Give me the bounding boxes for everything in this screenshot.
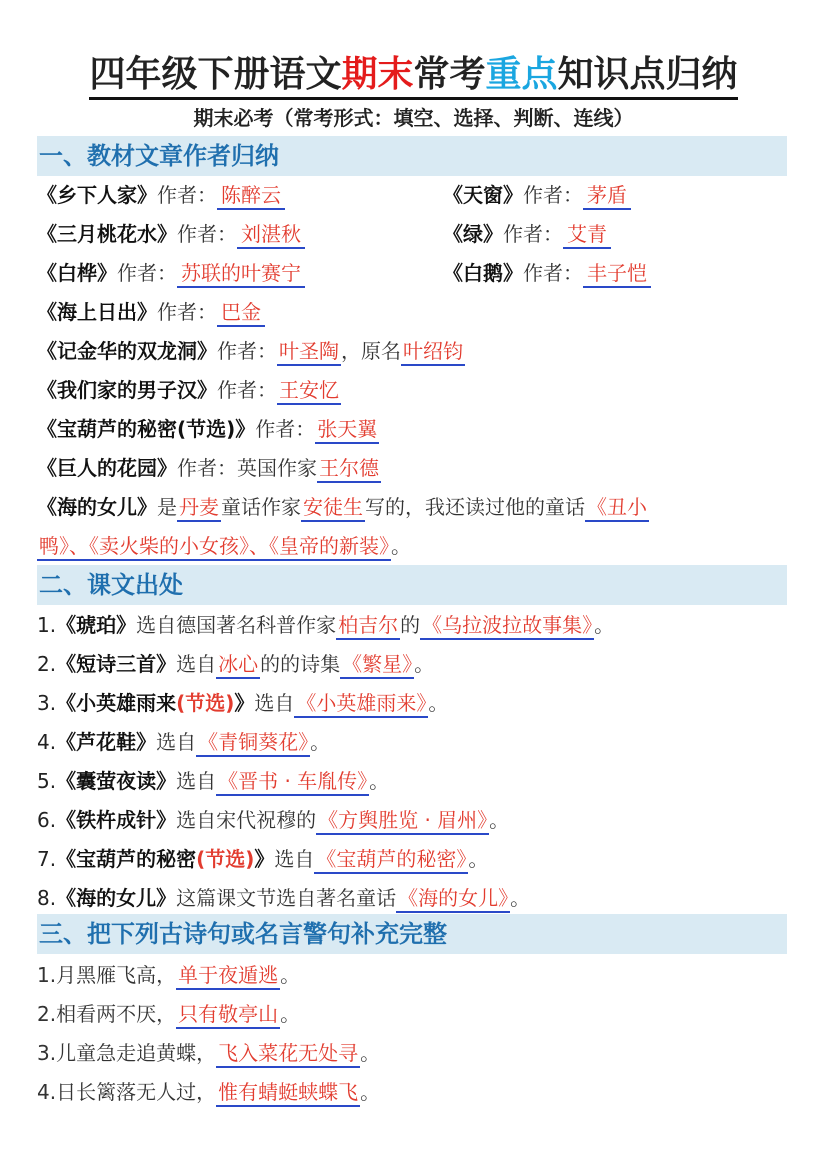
section-header-sources: 二、课文出处 bbox=[37, 565, 787, 605]
answer-blank: 叶绍钧 bbox=[401, 339, 465, 366]
author-row bbox=[443, 217, 611, 251]
answer-blank: 艾青 bbox=[563, 222, 611, 249]
author-label: 作者： bbox=[177, 456, 237, 480]
poem-item bbox=[37, 1075, 380, 1109]
book-title: 《芦花鞋》 bbox=[56, 730, 157, 754]
poem-prompt: 4.日长篱落无人过， bbox=[37, 1080, 217, 1104]
book-title: 《宝葫芦的秘密 bbox=[56, 847, 197, 871]
text: ，原名 bbox=[341, 339, 401, 363]
author-row bbox=[37, 256, 305, 290]
answer-blank: 只有敬亭山 bbox=[176, 1002, 280, 1029]
text: 选自宋代祝穆的 bbox=[176, 808, 317, 832]
book-title: 《铁杵成针》 bbox=[56, 808, 177, 832]
book-title: 《小英雄雨来 bbox=[56, 691, 177, 715]
book-title: 《海的女儿》 bbox=[37, 495, 157, 519]
book-title: 《绿》 bbox=[443, 222, 503, 246]
text: 选自 bbox=[274, 847, 315, 871]
excerpt-tag: (节选) bbox=[196, 847, 255, 871]
text: 。 bbox=[391, 534, 411, 558]
book-title: 《海的女儿》 bbox=[56, 886, 177, 910]
author-label: 作者： bbox=[157, 183, 217, 207]
poem-item bbox=[37, 997, 300, 1031]
author-row bbox=[37, 490, 649, 524]
book-title: 《天窗》 bbox=[443, 183, 523, 207]
item-number: 7. bbox=[37, 847, 57, 871]
source-item bbox=[37, 881, 530, 915]
author-label: 作者： bbox=[523, 261, 583, 285]
poem-item bbox=[37, 958, 300, 992]
text: 。 bbox=[594, 613, 615, 637]
book-title: 《白桦》 bbox=[37, 261, 117, 285]
source-item bbox=[37, 725, 330, 759]
book-title: 《宝葫芦的秘密(节选)》 bbox=[37, 417, 256, 441]
answer-blank: 安徒生 bbox=[301, 495, 365, 522]
author-label: 作者： bbox=[157, 300, 217, 324]
book-title: 《巨人的花园》 bbox=[37, 456, 177, 480]
title-underline bbox=[89, 54, 737, 100]
section-header-authors: 一、教材文章作者归纳 bbox=[37, 136, 787, 176]
text: 的的诗集 bbox=[260, 652, 341, 676]
answer-blank: 丹麦 bbox=[177, 495, 221, 522]
title-highlight-blue: 重点 bbox=[485, 54, 558, 95]
title-highlight-red: 期末 bbox=[341, 54, 414, 95]
answer-blank: 《乌拉波拉故事集》 bbox=[420, 613, 594, 640]
source-item bbox=[37, 647, 434, 681]
answer-blank: 《青铜葵花》 bbox=[196, 730, 310, 757]
book-title: 》 bbox=[254, 847, 275, 871]
answer-blank: 王尔德 bbox=[317, 456, 381, 483]
author-row bbox=[37, 295, 265, 329]
text: 选自 bbox=[176, 652, 217, 676]
author-label: 作者： bbox=[523, 183, 583, 207]
poem-prompt: 2.相看两不厌， bbox=[37, 1002, 177, 1026]
excerpt-tag: (节选) bbox=[176, 691, 235, 715]
section-header-poems: 三、把下列古诗句或名言警句补充完整 bbox=[37, 914, 787, 954]
page-title bbox=[40, 50, 787, 100]
text: 童话作家 bbox=[221, 495, 301, 519]
answer-blank: 巴金 bbox=[217, 300, 265, 327]
item-number: 8. bbox=[37, 886, 57, 910]
source-item bbox=[37, 842, 488, 876]
answer-blank: 冰心 bbox=[216, 652, 260, 679]
answer-blank: 柏吉尔 bbox=[336, 613, 400, 640]
item-number: 2. bbox=[37, 652, 57, 676]
source-item bbox=[37, 686, 448, 720]
answer-blank: 《丑小 bbox=[585, 495, 649, 522]
book-title: 《我们家的男子汉》 bbox=[37, 378, 217, 402]
answer-blank: 丰子恺 bbox=[583, 261, 651, 288]
text: 。 bbox=[280, 963, 301, 987]
text: 。 bbox=[468, 847, 489, 871]
answer-blank: 飞入菜花无处寻 bbox=[216, 1041, 360, 1068]
author-row bbox=[37, 217, 305, 251]
answer-blank: 刘湛秋 bbox=[237, 222, 305, 249]
answer-blank: 张天翼 bbox=[315, 417, 379, 444]
text: 的 bbox=[400, 613, 421, 637]
author-label: 作者： bbox=[117, 261, 177, 285]
source-item bbox=[37, 608, 614, 642]
source-item bbox=[37, 764, 389, 798]
text: 是 bbox=[157, 495, 177, 519]
subtitle: 期末必考（常考形式：填空、选择、判断、连线） bbox=[193, 106, 634, 130]
source-item bbox=[37, 803, 509, 837]
title-part: 知识点归纳 bbox=[557, 54, 738, 95]
text: 。 bbox=[360, 1041, 381, 1065]
text: 选自 bbox=[156, 730, 197, 754]
author-label: 作者： bbox=[177, 222, 237, 246]
text: 。 bbox=[360, 1080, 381, 1104]
poem-prompt: 1.月黑雁飞高， bbox=[37, 963, 177, 987]
poem-prompt: 3.儿童急走追黄蝶， bbox=[37, 1041, 217, 1065]
author-row bbox=[37, 412, 379, 446]
book-title: 《乡下人家》 bbox=[37, 183, 157, 207]
item-number: 6. bbox=[37, 808, 57, 832]
text: 选自德国著名科普作家 bbox=[136, 613, 337, 637]
answer-blank: 陈醉云 bbox=[217, 183, 285, 210]
answer-blank: 王安忆 bbox=[277, 378, 341, 405]
text: 英国作家 bbox=[237, 456, 317, 480]
text: 。 bbox=[510, 886, 531, 910]
text: 选自 bbox=[176, 769, 217, 793]
item-number: 3. bbox=[37, 691, 57, 715]
answer-blank: 《宝葫芦的秘密》 bbox=[314, 847, 468, 874]
answer-blank: 《繁星》 bbox=[340, 652, 414, 679]
text: 。 bbox=[280, 1002, 301, 1026]
answer-blank: 叶圣陶 bbox=[277, 339, 341, 366]
author-label: 作者： bbox=[217, 339, 277, 363]
text: 。 bbox=[414, 652, 435, 676]
answer-blank: 《海的女儿》 bbox=[396, 886, 510, 913]
answer-blank: 单于夜遁逃 bbox=[176, 963, 280, 990]
item-number: 1. bbox=[37, 613, 57, 637]
author-row bbox=[37, 334, 465, 368]
author-row bbox=[443, 256, 651, 290]
author-row bbox=[37, 178, 285, 212]
answer-blank: 《方舆胜览 · 眉州》 bbox=[316, 808, 489, 835]
item-number: 5. bbox=[37, 769, 57, 793]
book-title: 《短诗三首》 bbox=[56, 652, 177, 676]
answer-blank: 《小英雄雨来》 bbox=[294, 691, 428, 718]
book-title: 《琥珀》 bbox=[56, 613, 137, 637]
book-title: 《囊萤夜读》 bbox=[56, 769, 177, 793]
answer-blank: 茅盾 bbox=[583, 183, 631, 210]
author-row bbox=[37, 529, 411, 563]
author-row bbox=[37, 373, 341, 407]
text: 选自 bbox=[254, 691, 295, 715]
answer-blank: 苏联的叶赛宁 bbox=[177, 261, 305, 288]
answer-blank: 《晋书 · 车胤传》 bbox=[216, 769, 369, 796]
answer-blank: 鸭》、《卖火柴的小女孩》、《皇帝的新装》 bbox=[37, 534, 391, 561]
author-row bbox=[443, 178, 631, 212]
author-label: 作者： bbox=[503, 222, 563, 246]
poem-item bbox=[37, 1036, 380, 1070]
book-title: 》 bbox=[234, 691, 255, 715]
answer-blank: 惟有蜻蜓蛱蝶飞 bbox=[216, 1080, 360, 1107]
author-label: 作者： bbox=[217, 378, 277, 402]
text: 。 bbox=[369, 769, 390, 793]
book-title: 《三月桃花水》 bbox=[37, 222, 177, 246]
author-label: 作者： bbox=[255, 417, 316, 441]
author-row bbox=[37, 451, 381, 485]
text: 写的，我还读过他的童话 bbox=[365, 495, 585, 519]
item-number: 4. bbox=[37, 730, 57, 754]
book-title: 《海上日出》 bbox=[37, 300, 157, 324]
text: 。 bbox=[310, 730, 331, 754]
book-title: 《记金华的双龙洞》 bbox=[37, 339, 217, 363]
book-title: 《白鹅》 bbox=[443, 261, 523, 285]
text: 这篇课文节选自著名童话 bbox=[176, 886, 397, 910]
title-part: 四年级下册语文 bbox=[89, 54, 342, 95]
text: 。 bbox=[428, 691, 449, 715]
title-part: 常考 bbox=[413, 54, 486, 95]
text: 。 bbox=[489, 808, 510, 832]
